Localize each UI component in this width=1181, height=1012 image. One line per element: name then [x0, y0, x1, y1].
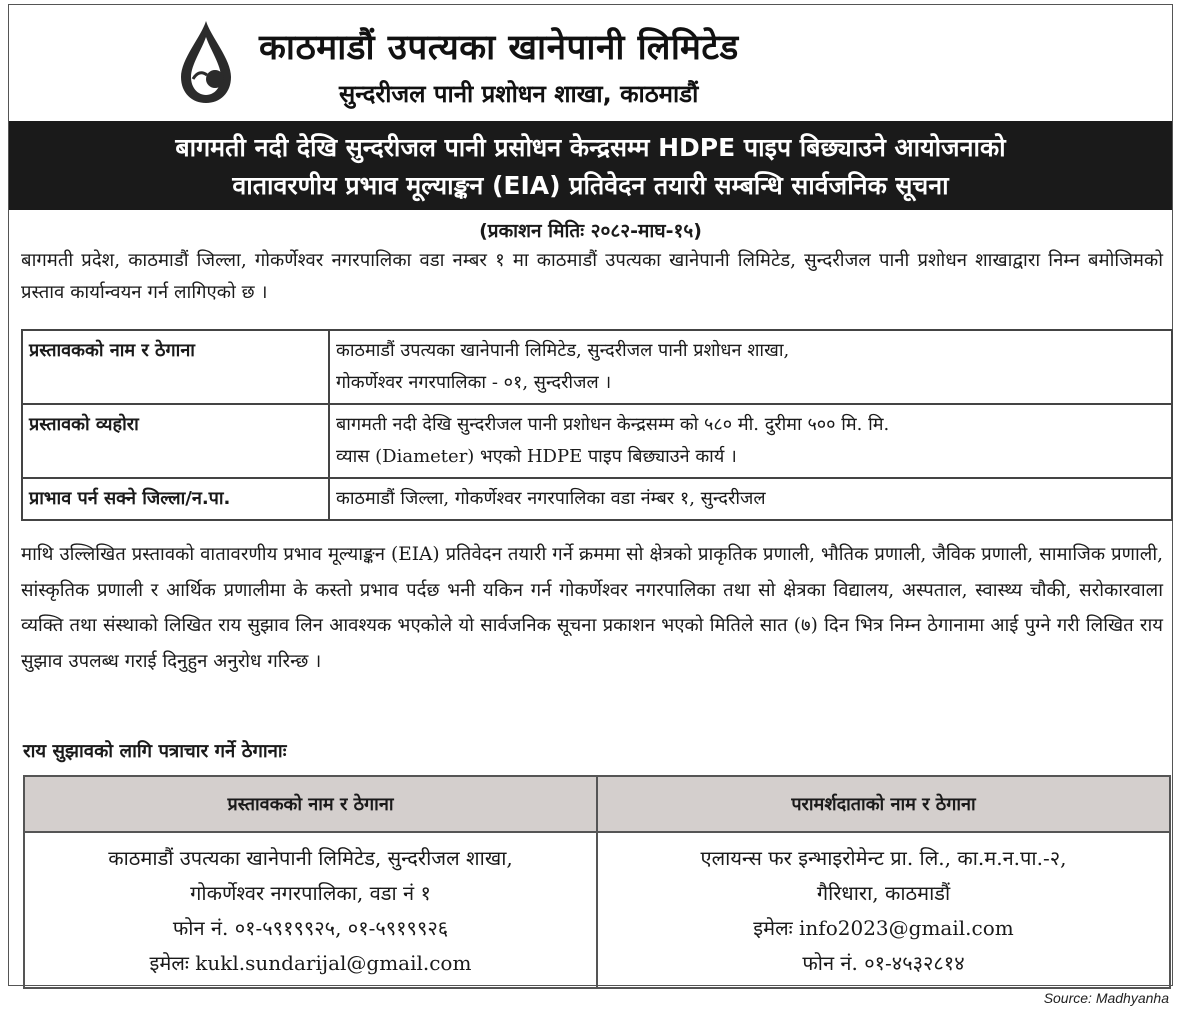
- proposer-column-header: प्रस्तावकको नाम र ठेगाना: [24, 776, 597, 832]
- water-drop-logo-icon: [171, 19, 241, 105]
- row-value-line: बागमती नदी देखि सुन्दरीजल पानी प्रशोधन केन्द्रसम्म को ५८० मी. दुरीमा ५०० मि. मि.: [336, 414, 890, 435]
- table-row: [22, 404, 1172, 478]
- proposal-info-table: [21, 329, 1173, 521]
- row-value: [329, 404, 1172, 478]
- row-label: प्राभाव पर्न सक्ने जिल्ला/न.पा.: [22, 478, 329, 520]
- consultant-contact: [597, 832, 1170, 988]
- contact-heading: राय सुझावको लागि पत्राचार गर्ने ठेगानाः: [23, 741, 287, 762]
- body-paragraph: माथि उल्लिखित प्रस्तावको वातावरणीय प्रभाव मूल्याङ्कन (EIA) प्रतिवेदन तयारी गर्ने क्रममा सो क्षेत्रको प्राकृतिक प्रणाली, भौतिक प्रणाली, जैविक प्रणाली, सामाजिक प्रणाली, सांस्कृतिक प्रणाली र आर्थिक प्रणालीमा के कस्तो प्रभाव पर्दछ भनी यकिन गर्न गोकर्णेश्वर नगरपालिका तथा सो क्षेत्रका विद्यालय, अस्पताल, स्वास्थ्य चौकी, सरोकारवाला व्यक्ति तथा संस्थाको लिखित राय सुझाव लिन आवश्यक भएकोले यो सार्वजनिक सूचना प्रकाशन भएको मितिले सात (७) दिन भित्र निम्न ठेगानामा आई पुग्ने गरी लिखित राय सुझाव उपलब्ध गराई दिनुहुन अनुरोध गरिन्छ ।: [21, 544, 1163, 672]
- notice-frame: [8, 4, 1173, 986]
- source-credit: Source: Madhyanha: [1043, 990, 1169, 1006]
- row-label: प्रस्तावकको नाम र ठेगाना: [22, 330, 329, 404]
- row-value-line: काठमाडौं उपत्यका खानेपानी लिमिटेड, सुन्दरीजल पानी प्रशोधन शाखा,: [336, 340, 790, 361]
- proposer-line: काठमाडौं उपत्यका खानेपानी लिमिटेड, सुन्दरीजल शाखा,: [108, 846, 513, 870]
- org-name: काठमाडौं उपत्यका खानेपानी लिमिटेड: [259, 28, 739, 68]
- consultant-phone: फोन नं. ०१-४५३२८१४: [802, 951, 965, 975]
- row-value-line: काठमाडौं जिल्ला, गोकर्णेश्वर नगरपालिका वडा नंम्बर १, सुन्दरीजल: [336, 488, 766, 509]
- proposer-email: इमेलः kukl.sundarijal@gmail.com: [149, 951, 472, 975]
- contact-details-row: [24, 832, 1170, 988]
- table-row: [22, 330, 1172, 404]
- consultant-email: इमेलः info2023@gmail.com: [753, 916, 1014, 940]
- contact-header-row: [24, 776, 1170, 832]
- row-label: प्रस्तावको व्यहोरा: [22, 404, 329, 478]
- proposer-phone: फोन नं. ०१-५९१९९२५, ०१-५९१९९२६: [172, 916, 449, 940]
- intro-paragraph: बागमती प्रदेश, काठमाडौं जिल्ला, गोकर्णेश्वर नगरपालिका वडा नम्बर १ मा काठमाडौं उपत्यका खानेपानी लिमिटेड, सुन्दरीजल पानी प्रशोधन शाखाद्वारा निम्न बमोजिमको प्रस्ताव कार्यान्वयन गर्न लागिएको छ ।: [21, 250, 1163, 303]
- row-value: [329, 330, 1172, 404]
- row-value: [329, 478, 1172, 520]
- proposer-contact: [24, 832, 597, 988]
- proposer-line: गोकर्णेश्वर नगरपालिका, वडा नं १: [190, 881, 431, 905]
- banner-line-2: वातावरणीय प्रभाव मूल्याङ्कन (EIA) प्रतिवेदन तयारी सम्बन्धि सार्वजनिक सूचना: [232, 171, 949, 200]
- consultant-line: एलायन्स फर इन्भाइरोमेन्ट प्रा. लि., का.म.न.पा.-२,: [700, 846, 1067, 870]
- consultant-column-header: परामर्शदाताको नाम र ठेगाना: [597, 776, 1170, 832]
- notice-banner: [9, 121, 1172, 210]
- consultant-line: गैरिधारा, काठमाडौं: [816, 881, 951, 905]
- notice-header: [9, 5, 1174, 120]
- contact-table: [23, 775, 1171, 989]
- table-row: [22, 478, 1172, 520]
- banner-line-1: बागमती नदी देखि सुन्दरीजल पानी प्रसोधन केन्द्रसम्म HDPE पाइप बिछ्याउने आयोजनाको: [175, 133, 1006, 162]
- branch-name: सुन्दरीजल पानी प्रशोधन शाखा, काठमाडौं: [339, 80, 699, 108]
- row-value-line: व्यास (Diameter) भएको HDPE पाइप बिछ्याउने कार्य ।: [336, 446, 737, 467]
- publication-date: (प्रकाशन मितिः २०८२-माघ-१५): [479, 220, 702, 242]
- row-value-line: गोकर्णेश्वर नगरपालिका - ०१, सुन्दरीजल ।: [336, 372, 612, 393]
